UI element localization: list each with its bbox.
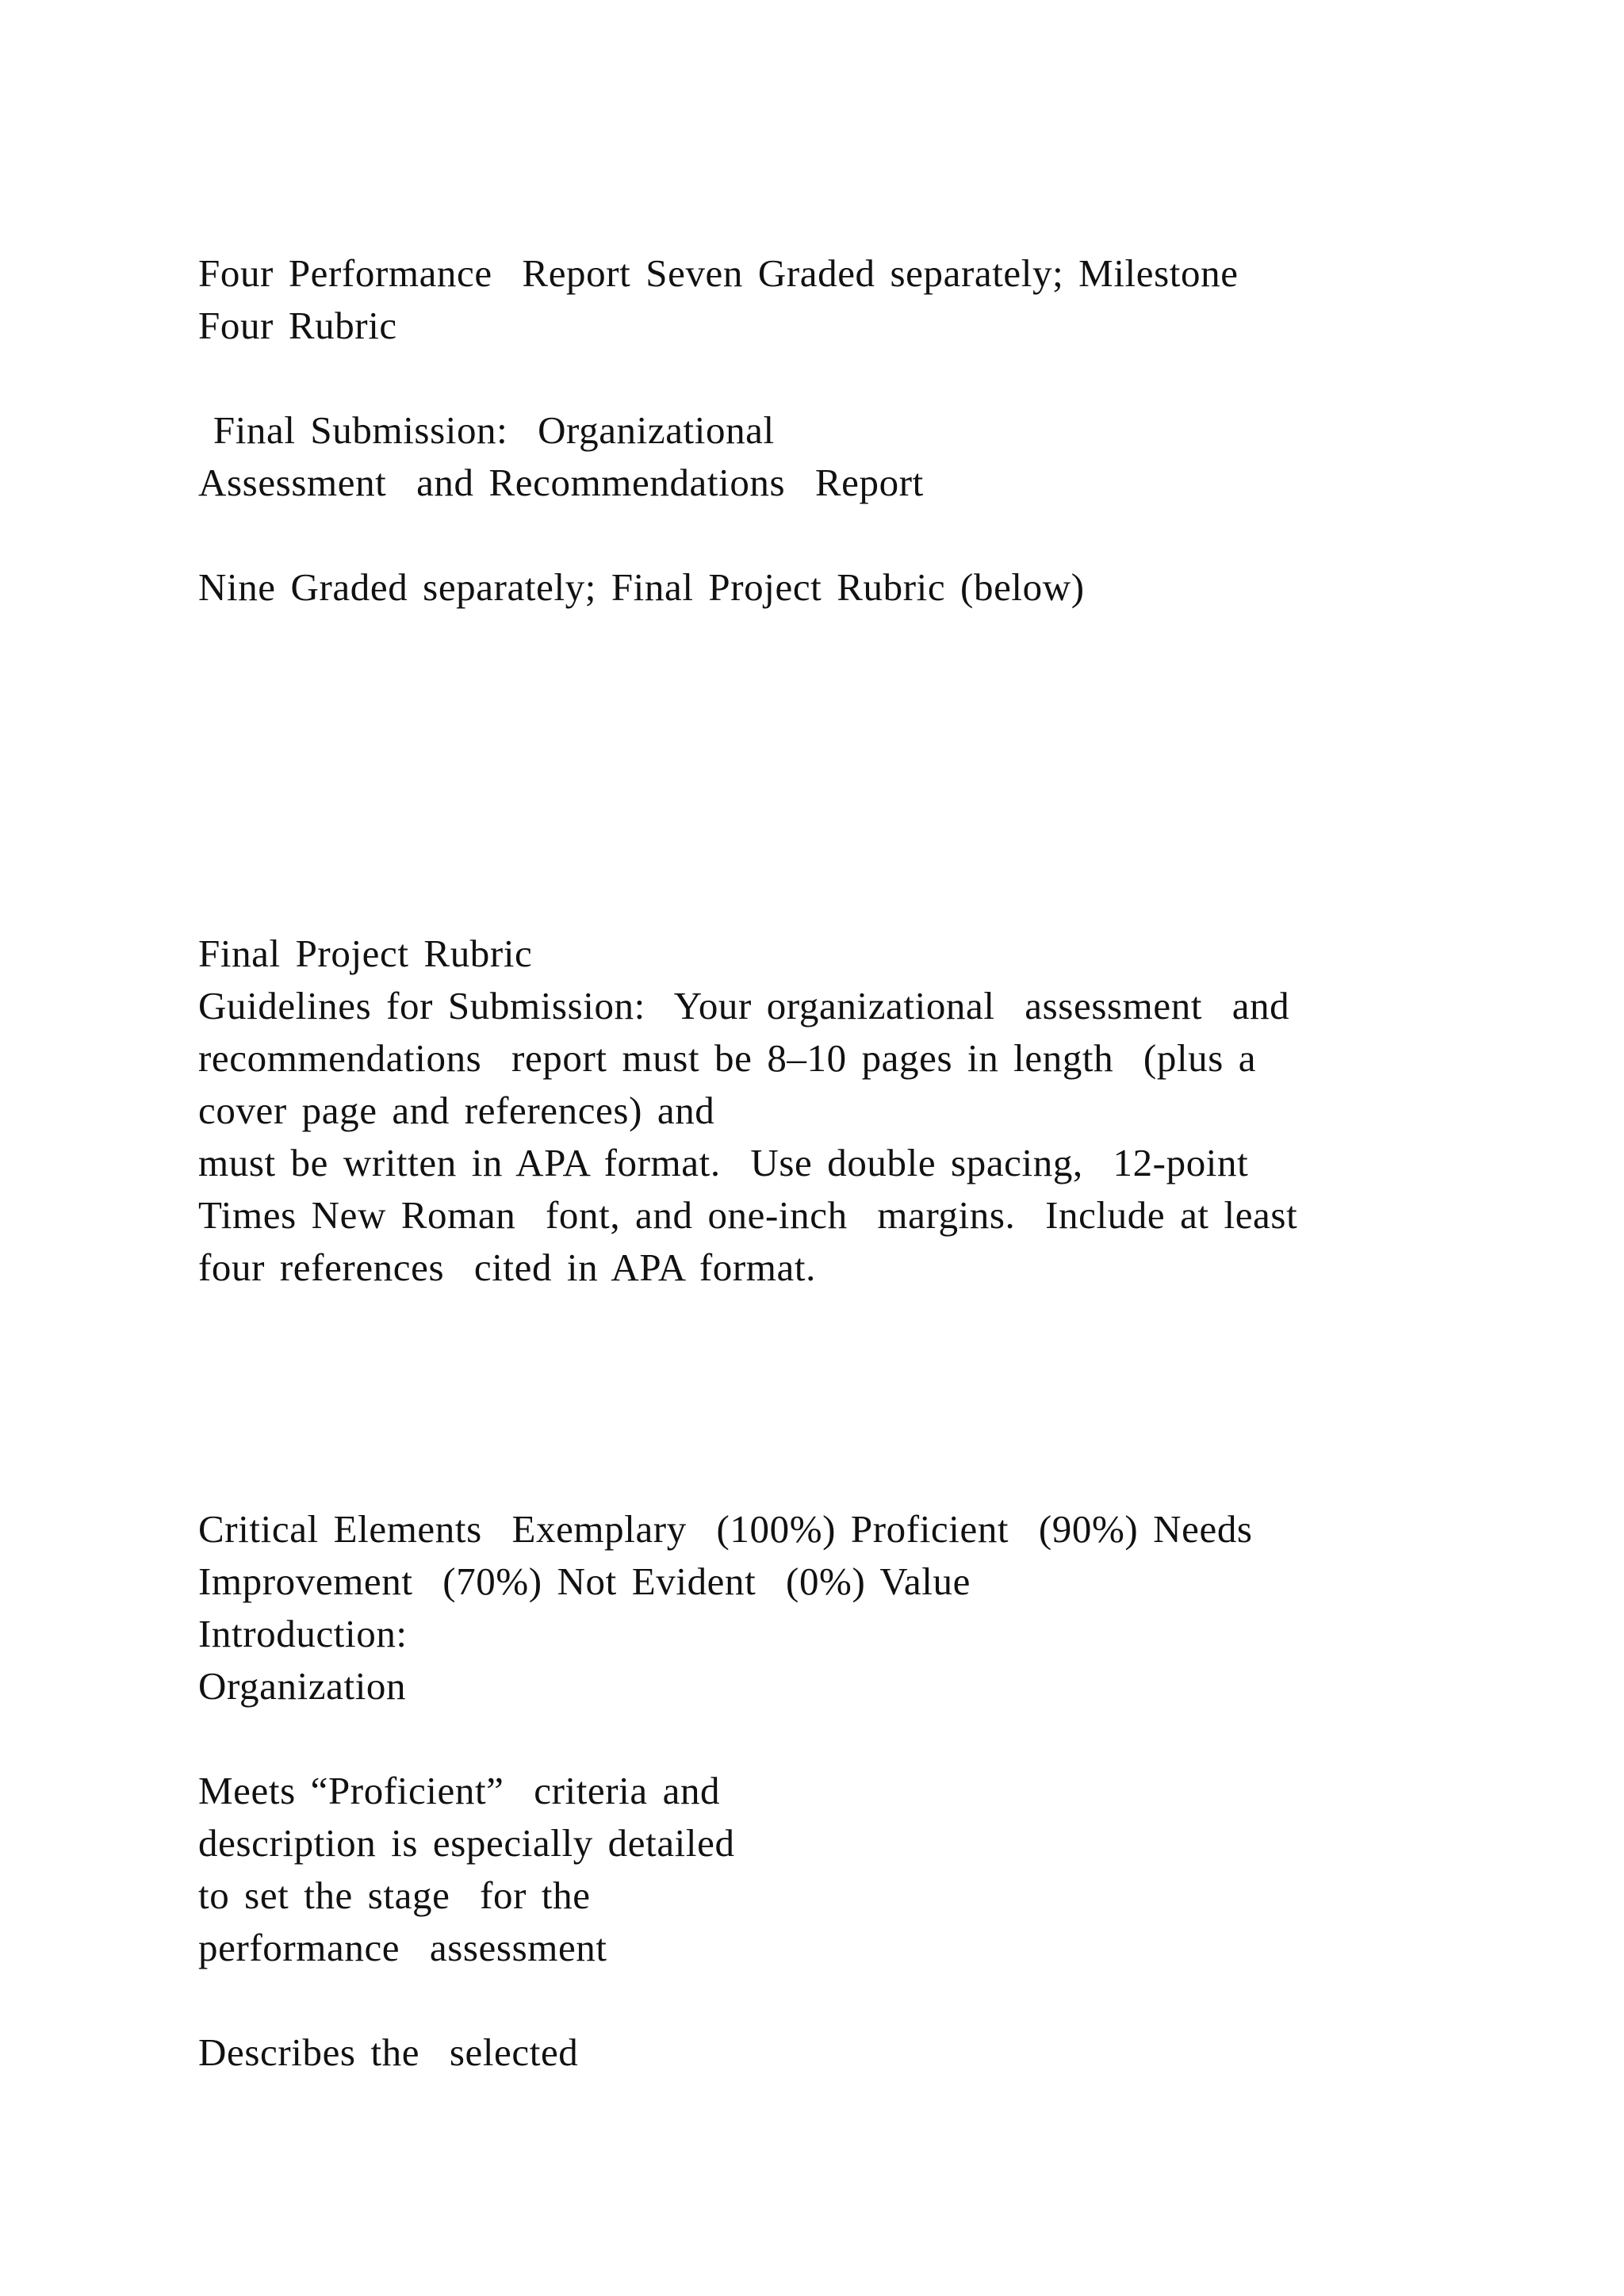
text-line: Final Submission: Organizational	[198, 408, 775, 452]
text-line: Describes the selected	[198, 2030, 579, 2074]
text-line: Nine Graded separately; Final Project Rubric (below)	[198, 565, 1085, 609]
text-line: description is especially detailed	[198, 1821, 735, 1865]
text-line: four references cited in APA format.	[198, 1246, 816, 1289]
text-line: Organization	[198, 1664, 407, 1708]
rubric-header-line: Improvement (70%) Not Evident (0%) Value	[198, 1559, 971, 1603]
text-line: must be written in APA format. Use double spacing, 12-point	[198, 1141, 1249, 1184]
text-line: to set the stage for the	[198, 1873, 591, 1917]
text-line: performance assessment	[198, 1926, 607, 1969]
text-line: Four Rubric	[198, 304, 397, 347]
text-line: Meets “Proficient” criteria and	[198, 1769, 721, 1812]
section-heading: Final Project Rubric	[198, 932, 533, 975]
text-line: Guidelines for Submission: Your organizational assessment and	[198, 984, 1290, 1027]
rubric-header-line: Critical Elements Exemplary (100%) Proficient (90%) Needs	[198, 1507, 1253, 1551]
text-line: Times New Roman font, and one-inch margins. Include at least	[198, 1193, 1298, 1237]
text-line: Introduction:	[198, 1612, 408, 1655]
text-line: Four Performance Report Seven Graded separately; Milestone	[198, 251, 1239, 295]
text-line: cover page and references) and	[198, 1089, 715, 1132]
text-line: recommendations report must be 8–10 pages in length (plus a	[198, 1036, 1257, 1080]
text-line: Assessment and Recommendations Report	[198, 461, 924, 504]
